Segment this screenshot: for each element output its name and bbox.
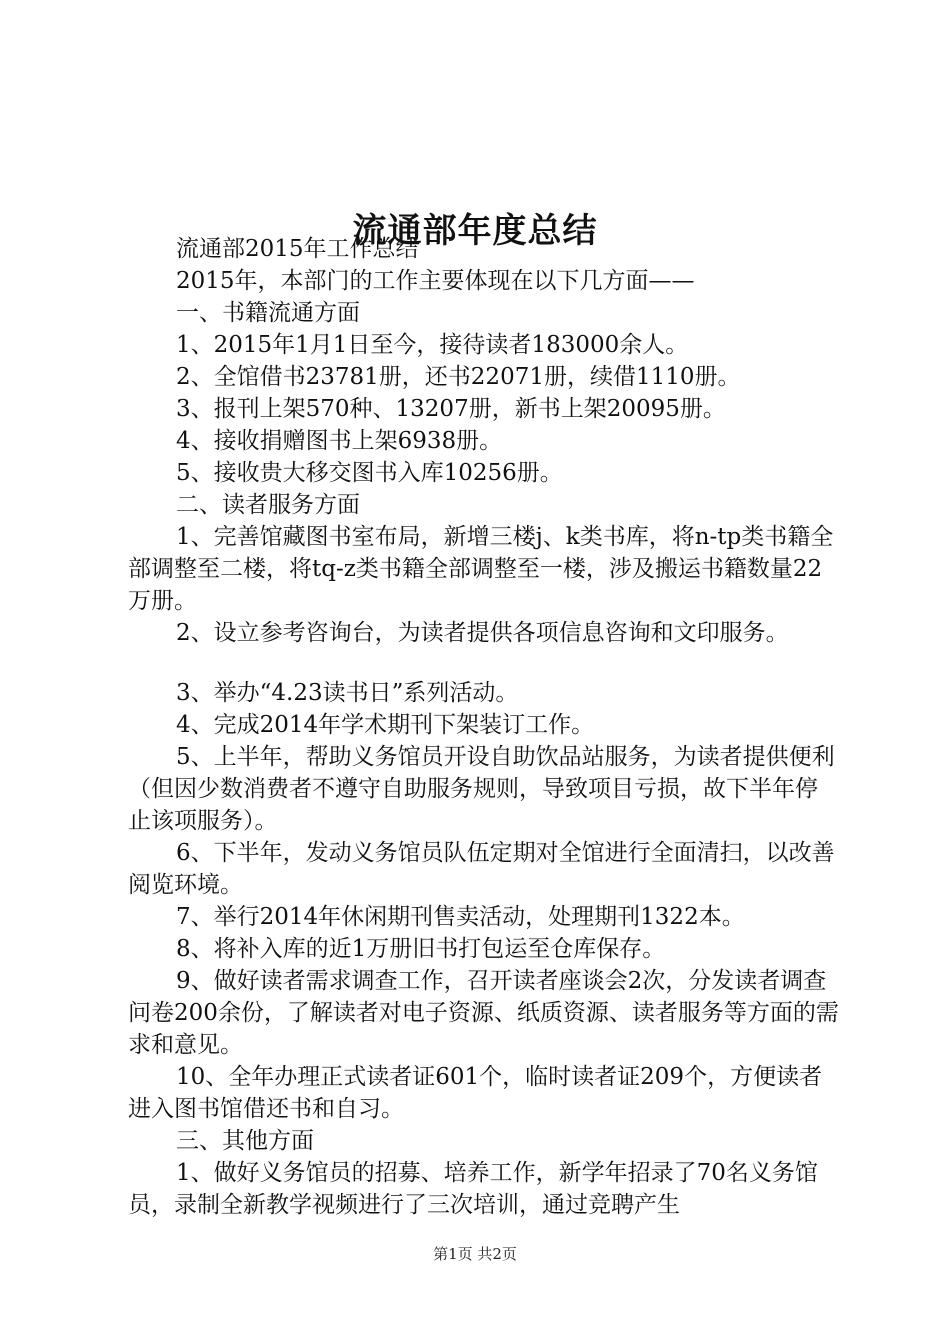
paragraph-intro: 2015年，本部门的工作主要体现在以下几方面——	[176, 268, 695, 294]
section-heading-other: 三、其他方面	[176, 1128, 314, 1154]
list-item: 2、全馆借书23781册，还书22071册，续借1110册。	[176, 364, 741, 390]
page-footer: 第1页 共2页	[433, 1245, 517, 1263]
section-heading-reader-service: 二、读者服务方面	[176, 492, 360, 518]
list-item: 4、完成2014年学术期刊下架装订工作。	[176, 712, 595, 738]
list-item: 1、2015年1月1日至今，接待读者183000余人。	[176, 332, 689, 358]
list-item: 2、设立参考咨询台，为读者提供各项信息咨询和文印服务。	[176, 620, 789, 646]
list-item: 5、上半年，帮助义务馆员开设自助饮品站服务，为读者提供便利（但因少数消费者不遵守自助服务规则，导致项目亏损，故下半年停止该项服务）。	[128, 744, 835, 834]
list-item: 3、报刊上架570种、13207册，新书上架20095册。	[176, 396, 726, 422]
list-item: 1、做好义务馆员的招募、培养工作，新学年招录了70名义务馆员，录制全新教学视频进行了三次培训，通过竞聘产生	[128, 1160, 818, 1218]
list-item: 6、下半年，发动义务馆员队伍定期对全馆进行全面清扫，以改善阅览环境。	[128, 840, 835, 898]
list-item: 9、做好读者需求调查工作，召开读者座谈会2次，分发读者调查问卷200余份，了解读者对电子资源、纸质资源、读者服务等方面的需求和意见。	[128, 968, 839, 1058]
list-item: 1、完善馆藏图书室布局，新增三楼j、k类书库，将n-tp类书籍全部调整至二楼，将tq-z类书籍全部调整至一楼，涉及搬运书籍数量22万册。	[128, 524, 834, 614]
list-item: 7、举行2014年休闲期刊售卖活动，处理期刊1322本。	[176, 904, 745, 930]
list-item: 4、接收捐赠图书上架6938册。	[176, 428, 503, 454]
paragraph-subtitle: 流通部2015年工作总结	[176, 236, 419, 262]
list-item: 5、接收贵大移交图书入库10256册。	[176, 460, 563, 486]
section-heading-circulation: 一、书籍流通方面	[176, 300, 360, 326]
document-body	[128, 233, 840, 1221]
list-item: 8、将补入库的近1万册旧书打包运至仓库保存。	[176, 936, 666, 962]
list-item: 10、全年办理正式读者证601个，临时读者证209个，方便读者进入图书馆借还书和自习。	[128, 1064, 823, 1122]
list-item: 3、举办“4.23读书日”系列活动。	[176, 680, 519, 706]
document-title: 流通部年度总结	[352, 210, 598, 251]
